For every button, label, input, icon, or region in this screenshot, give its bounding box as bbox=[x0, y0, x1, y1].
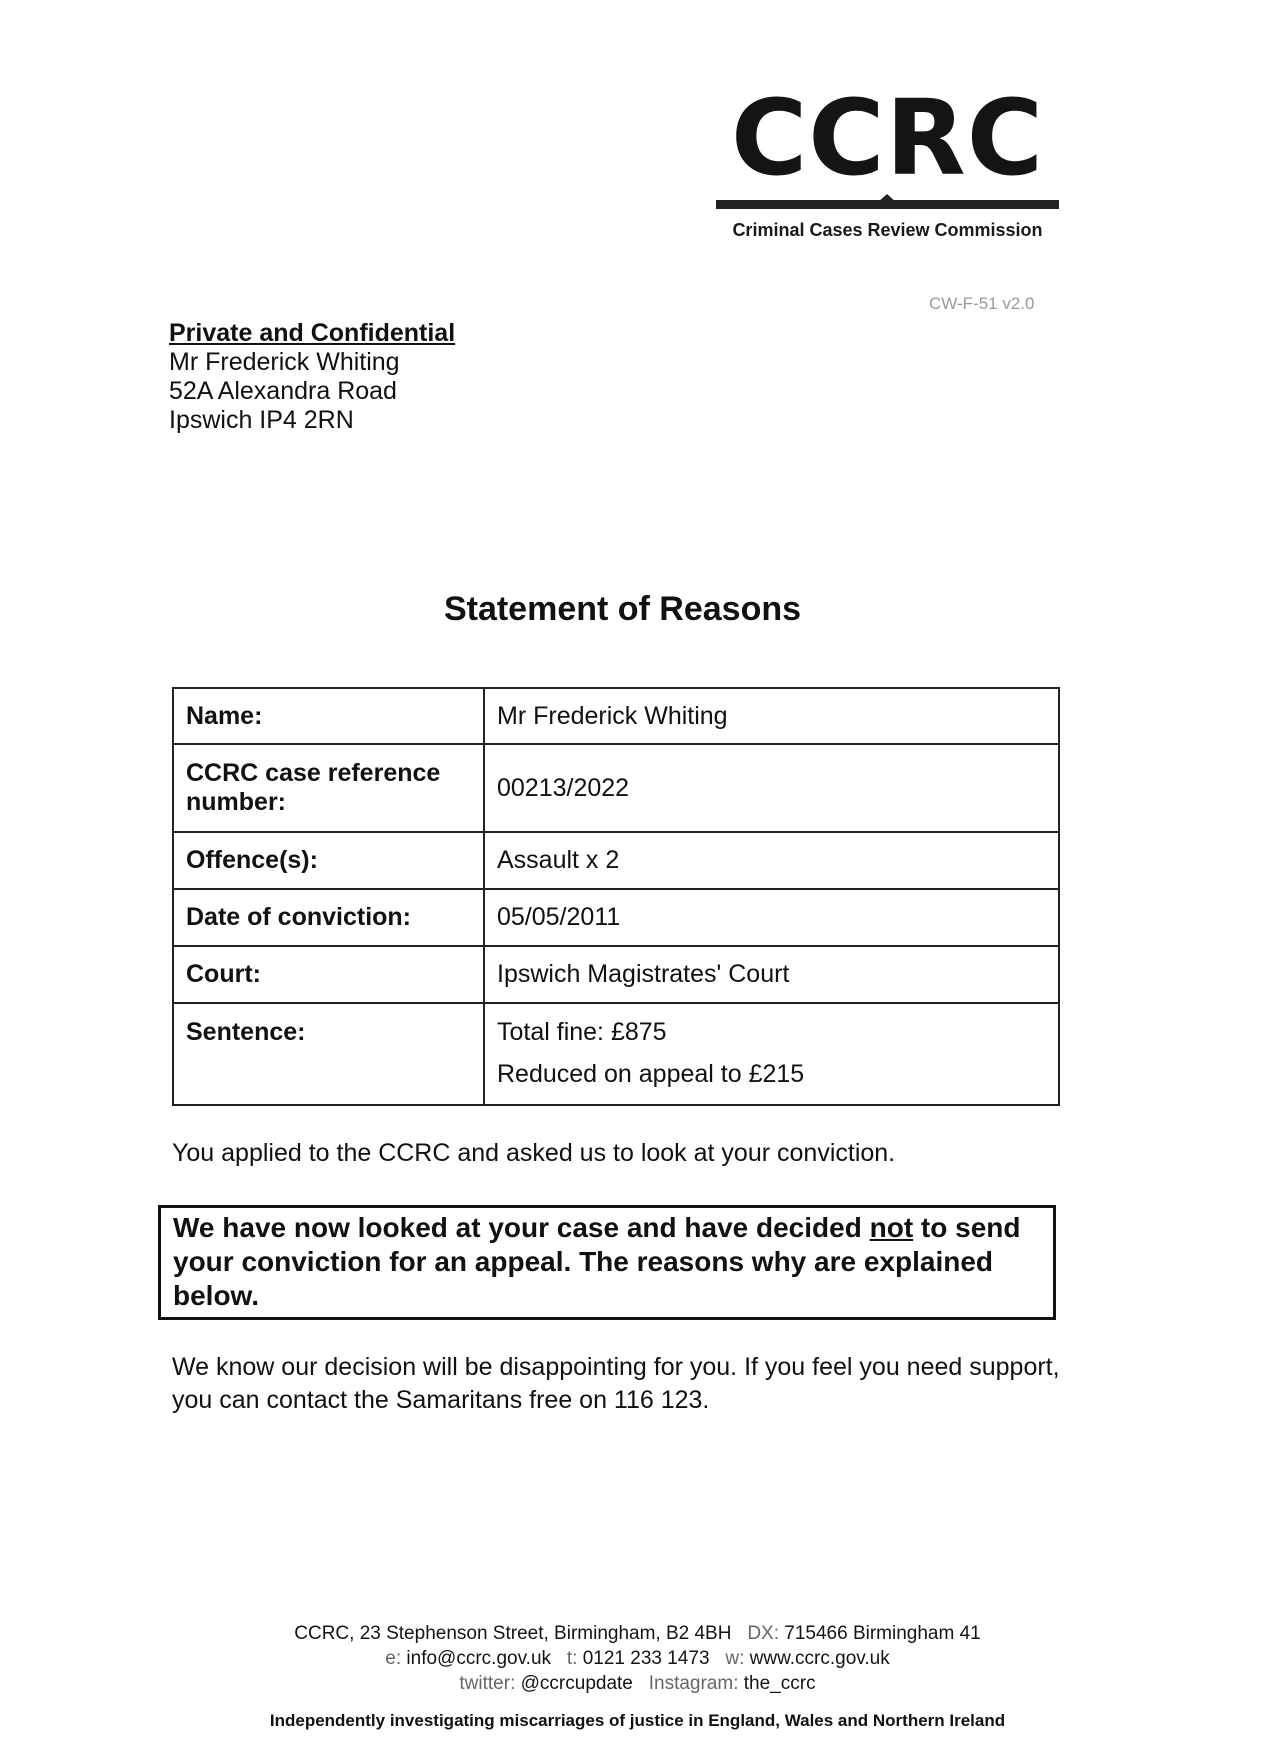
application-text: You applied to the CCRC and asked us to look at your conviction. bbox=[172, 1139, 896, 1167]
email-link[interactable]: info@ccrc.gov.uk bbox=[406, 1648, 552, 1669]
conviction-date-label: Date of conviction: bbox=[173, 889, 484, 946]
case-details-table bbox=[172, 687, 1060, 1106]
table-row bbox=[173, 688, 1059, 744]
table-row bbox=[173, 744, 1059, 832]
table-row bbox=[173, 946, 1059, 1003]
email-label: e: bbox=[385, 1648, 402, 1669]
table-row bbox=[173, 889, 1059, 946]
form-code: CW-F-51 v2.0 bbox=[929, 294, 1035, 313]
logo-wordmark: CCRC bbox=[730, 77, 1045, 199]
address-line: 52A Alexandra Road bbox=[169, 377, 397, 405]
case-ref-label-line: CCRC case reference bbox=[186, 759, 441, 787]
instagram-handle[interactable]: the_ccrc bbox=[743, 1673, 816, 1694]
conviction-date-value: 05/05/2011 bbox=[484, 889, 1059, 946]
address-line: Mr Frederick Whiting bbox=[169, 348, 400, 376]
offences-value: Assault x 2 bbox=[484, 832, 1059, 889]
phone-number: 0121 233 1473 bbox=[582, 1648, 710, 1669]
instagram-label: Instagram: bbox=[648, 1673, 739, 1694]
sentence-line: Reduced on appeal to £215 bbox=[497, 1060, 805, 1088]
logo-subtitle: Criminal Cases Review Commission bbox=[732, 220, 1043, 240]
recipient-address bbox=[169, 319, 455, 435]
website-link[interactable]: www.ccrc.gov.uk bbox=[749, 1648, 890, 1669]
sentence-line: Total fine: £875 bbox=[497, 1018, 667, 1046]
footer-tagline: Independently investigating miscarriages of justice in England, Wales and Northern Ireland bbox=[269, 1711, 1006, 1730]
decision-box bbox=[158, 1205, 1056, 1320]
footer-contact bbox=[0, 1621, 1275, 1696]
footer-address: CCRC, 23 Stephenson Street, Birmingham, B2 4BH bbox=[294, 1623, 732, 1644]
dx-label: DX: bbox=[747, 1623, 779, 1644]
address-line: Ipswich IP4 2RN bbox=[169, 406, 354, 434]
footer-row bbox=[0, 1671, 1275, 1696]
case-ref-value: 00213/2022 bbox=[484, 744, 1059, 832]
support-text: We know our decision will be disappointing for you. If you feel you need support, you can contact the Samaritans free on 116 123. bbox=[172, 1353, 1060, 1414]
decision-text: to send your conviction for an appeal. The reasons why are explained below. bbox=[173, 1212, 1021, 1311]
table-row bbox=[173, 1003, 1059, 1105]
decision-text: We have now looked at your case and have decided bbox=[173, 1212, 870, 1243]
name-label: Name: bbox=[173, 688, 484, 744]
twitter-label: twitter: bbox=[459, 1673, 516, 1694]
confidential-heading: Private and Confidential bbox=[169, 319, 456, 347]
footer-row bbox=[0, 1621, 1275, 1646]
twitter-handle[interactable]: @ccrcupdate bbox=[520, 1673, 633, 1694]
ccrc-logo bbox=[716, 77, 1059, 241]
phone-label: t: bbox=[566, 1648, 578, 1669]
page-title: Statement of Reasons bbox=[443, 590, 802, 628]
court-value: Ipswich Magistrates' Court bbox=[484, 946, 1059, 1003]
court-label: Court: bbox=[173, 946, 484, 1003]
name-value: Mr Frederick Whiting bbox=[484, 688, 1059, 744]
offences-label: Offence(s): bbox=[173, 832, 484, 889]
sentence-label: Sentence: bbox=[173, 1003, 484, 1105]
dx-value: 715466 Birmingham 41 bbox=[784, 1623, 981, 1644]
logo-rule bbox=[716, 200, 1059, 209]
decision-emphasis: not bbox=[869, 1212, 914, 1243]
logo-notch bbox=[878, 194, 896, 202]
case-ref-label bbox=[173, 744, 484, 832]
web-label: w: bbox=[725, 1648, 745, 1669]
table-row bbox=[173, 832, 1059, 889]
footer-row bbox=[0, 1646, 1275, 1671]
sentence-value bbox=[484, 1003, 1059, 1105]
case-ref-label-line: number: bbox=[186, 788, 286, 816]
